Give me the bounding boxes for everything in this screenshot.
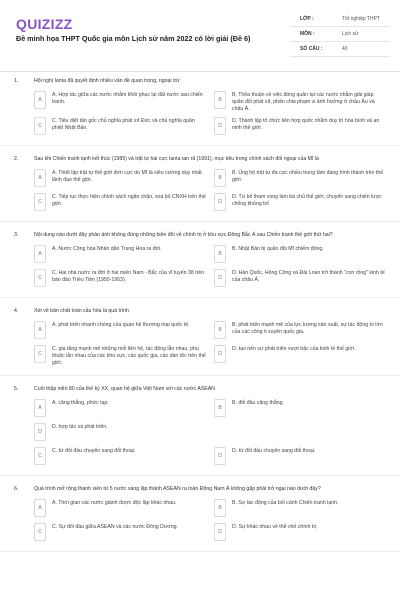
option-text: C. Hai nhà nước ra đời ở hai miền Nam - Bắc của vĩ tuyến 38 trên bán đảo Triều Tiên (1950-1953). <box>52 270 205 283</box>
meta-label: SỐ CÂU : <box>300 46 323 52</box>
worksheet-meta <box>290 12 390 57</box>
option-letter-box: A <box>34 245 46 263</box>
answer-option[interactable] <box>214 245 386 265</box>
worksheet-title: Đề minh họa THPT Quốc gia môn Lịch sử năm 2022 có lời giải (Đề 6) <box>16 34 251 43</box>
answer-option[interactable] <box>214 91 386 113</box>
meta-row-subject <box>290 27 390 42</box>
option-letter-box: D <box>214 447 226 465</box>
option-text: A. Hợp tác giữa các nước nhằm khôi phục lại đất nước sau chiến tranh. <box>52 92 203 105</box>
question-header <box>0 78 400 85</box>
answer-option[interactable] <box>34 399 206 419</box>
question-divider <box>0 297 400 298</box>
option-letter-box: B <box>214 245 226 263</box>
option-text: B. Sự tác động của bối cảnh Chiến tranh lạnh. <box>232 500 339 506</box>
question-divider <box>0 221 400 222</box>
question-divider <box>0 145 400 146</box>
option-letter-box: D <box>214 523 226 541</box>
option-letter-box: D <box>214 117 226 135</box>
answer-option[interactable] <box>214 345 386 367</box>
option-text: A. Thời gian các nước giành được độc lập khác nhau. <box>52 500 177 506</box>
option-text: C. Tiêu diệt tận gốc chủ nghĩa phát xít Đức và chủ nghĩa quân phiệt Nhật Bản. <box>52 118 195 131</box>
question-header <box>0 308 400 315</box>
option-letter-box: B <box>214 499 226 517</box>
meta-label: LỚP : <box>300 16 314 22</box>
question-6 <box>0 486 400 552</box>
option-letter-box: C <box>34 345 46 363</box>
answer-options <box>34 245 386 289</box>
meta-label: MÔN : <box>300 31 315 37</box>
option-letter-box: A <box>34 399 46 417</box>
question-header <box>0 156 400 163</box>
option-letter-box: B <box>214 399 226 417</box>
option-text: D. Hàn Quốc, Hồng Công và Đài Loan trở thành "con rồng" kinh tế của châu Á. <box>232 270 385 283</box>
option-text: D. hợp tác và phát triển. <box>52 424 108 430</box>
question-header <box>0 486 400 493</box>
option-text: A. Thiết lập trật tự thế giới đơn cực do Mĩ là siêu cường duy nhất lãnh đạo thế giới. <box>52 170 202 183</box>
question-5 <box>0 386 400 476</box>
question-4 <box>0 308 400 376</box>
option-text: C. từ đối đầu chuyển sang đối thoại. <box>52 448 136 454</box>
option-letter-box: A <box>34 499 46 517</box>
option-letter-box: C <box>34 523 46 541</box>
question-divider <box>0 375 400 376</box>
option-letter-box: C <box>34 117 46 135</box>
answer-option[interactable] <box>214 399 386 419</box>
question-number: 4. <box>14 308 19 314</box>
option-text: A. căng thẳng, phức tạp. <box>52 400 109 406</box>
option-text: C. Tiếp tục thực hiện chính sách ngăn chặn, xoá bỏ CNXH trên thế giới. <box>52 194 206 207</box>
question-header <box>0 232 400 239</box>
option-text: B. phát triển mạnh mẽ của lực lượng sản xuất, sự tác động to lớn của các công ti xuyên quốc gia. <box>232 322 383 335</box>
answer-option[interactable] <box>214 523 386 543</box>
answer-options <box>34 321 386 367</box>
option-letter-box: C <box>34 193 46 211</box>
question-3 <box>0 232 400 298</box>
option-text: D. Sự khác nhau về thể chế chính trị. <box>232 524 318 530</box>
option-letter-box: C <box>34 447 46 465</box>
answer-option[interactable] <box>34 91 206 113</box>
answer-option[interactable] <box>34 499 206 519</box>
answer-option[interactable] <box>34 269 206 289</box>
worksheet-header <box>0 0 400 62</box>
option-letter-box: D <box>34 423 46 441</box>
answer-option[interactable] <box>214 117 386 137</box>
question-number: 5. <box>14 386 19 392</box>
question-2 <box>0 156 400 222</box>
answer-option[interactable] <box>34 169 206 189</box>
option-letter-box: A <box>34 169 46 187</box>
option-text: B. Thỏa thuận về việc đóng quân tại các nước nhằm giải giáp quân đội phát xít, phân chia phạm vi ảnh hưởng ở châu Âu và châu Á. <box>232 92 375 112</box>
answer-option[interactable] <box>34 447 206 467</box>
answer-option[interactable] <box>34 423 206 443</box>
option-letter-box: B <box>214 91 226 109</box>
header-divider <box>0 71 400 72</box>
question-number: 6. <box>14 486 19 492</box>
meta-row-class <box>290 12 390 27</box>
answer-options <box>34 169 386 213</box>
answer-option[interactable] <box>214 499 386 519</box>
question-number: 1. <box>14 78 19 84</box>
answer-options <box>34 499 386 543</box>
question-number: 2. <box>14 156 19 162</box>
option-text: D. tạo nên sự phát triển vượt bậc của kinh tế thế giới. <box>232 346 356 352</box>
question-header <box>0 386 400 393</box>
question-text: Quá trình mở rộng thành viên từ 5 nước sáng lập thành ASEAN ra toàn Đông Nam Á không gặp phải trở ngại nào dưới đây? <box>34 486 321 492</box>
question-list <box>0 78 400 562</box>
answer-option[interactable] <box>214 321 386 341</box>
meta-value: 40 <box>342 46 348 52</box>
question-divider <box>0 551 400 552</box>
option-letter-box: A <box>34 91 46 109</box>
option-letter-box: C <box>34 269 46 287</box>
answer-option[interactable] <box>214 193 386 213</box>
option-text: D. từ đối đầu chuyển sang đối thoại. <box>232 448 316 454</box>
option-text: B. Ủng hộ trật tự đa cực nhiều trung tâm đang hình thành trên thế giới. <box>232 170 384 183</box>
answer-options <box>34 399 386 467</box>
answer-option[interactable] <box>214 447 386 467</box>
answer-option[interactable] <box>34 245 206 265</box>
question-text: Sau khi Chiến tranh lạnh kết thúc (1989) và trật tự hai cực Ianta tan rã (1991), mục tiêu trong chính sách đối ngoại của Mĩ là <box>34 156 319 162</box>
option-text: C. gia tăng mạnh mẽ những mối liên hệ, tác động lẫn nhau, phụ thuộc lẫn nhau của các khu vực, các quốc gia, các dân tộc trên thế giới. <box>52 346 206 366</box>
answer-option[interactable] <box>214 169 386 189</box>
question-number: 3. <box>14 232 19 238</box>
option-letter-box: B <box>214 169 226 187</box>
option-text: D. Từ bỏ tham vọng làm bá chủ thế giới, chuyển sang chiến lược chống khủng bố <box>232 194 382 207</box>
answer-option[interactable] <box>34 321 206 341</box>
option-letter-box: A <box>34 321 46 339</box>
answer-option[interactable] <box>34 117 206 137</box>
quizizz-logo: QUIZIZZ <box>16 16 73 32</box>
option-text: C. Sự đối đầu giữa ASEAN và các nước Đông Dương. <box>52 524 178 530</box>
option-letter-box: D <box>214 345 226 363</box>
answer-option[interactable] <box>34 345 206 367</box>
meta-row-question-count <box>290 42 390 57</box>
meta-value: Lịch sử <box>342 31 359 37</box>
option-letter-box: D <box>214 269 226 287</box>
option-letter-box: D <box>214 193 226 211</box>
question-text: Hội nghị Ianta đã quyết định nhiều vấn đề quan trọng, ngoại trừ <box>34 78 180 84</box>
answer-option[interactable] <box>214 269 386 289</box>
answer-options <box>34 91 386 137</box>
answer-option[interactable] <box>34 523 206 543</box>
question-text: Xét về bản chất toàn cầu hóa là quá trình <box>34 308 129 314</box>
option-text: A. Nước Cộng hòa Nhân dân Trung Hoa ra đời. <box>52 246 162 252</box>
question-text: Nội dung nào dưới đây phản ánh không đúng những biến đổi về chính trị ở khu vực Đông Bắc Á sau Chiến tranh thế giới thứ hai? <box>34 232 333 238</box>
option-text: B. Nhật Bản bị quân đội Mĩ chiếm đóng. <box>232 246 324 252</box>
meta-value: Tốt nghiệp THPT <box>342 16 380 22</box>
option-text: D. Thành lập tổ chức liên hợp quốc nhằm duy trì hòa bình và an ninh thế giới. <box>232 118 380 131</box>
option-text: A. phát triển nhanh chóng của quan hệ thương mại quốc tế. <box>52 322 190 328</box>
question-divider <box>0 475 400 476</box>
option-text: B. đối đầu căng thẳng. <box>232 400 284 406</box>
answer-option[interactable] <box>34 193 206 213</box>
option-letter-box: B <box>214 321 226 339</box>
question-text: Cuối thập niên 80 của thế kỷ XX, quan hệ giữa Việt Nam với các nước ASEAN <box>34 386 215 392</box>
question-1 <box>0 78 400 146</box>
